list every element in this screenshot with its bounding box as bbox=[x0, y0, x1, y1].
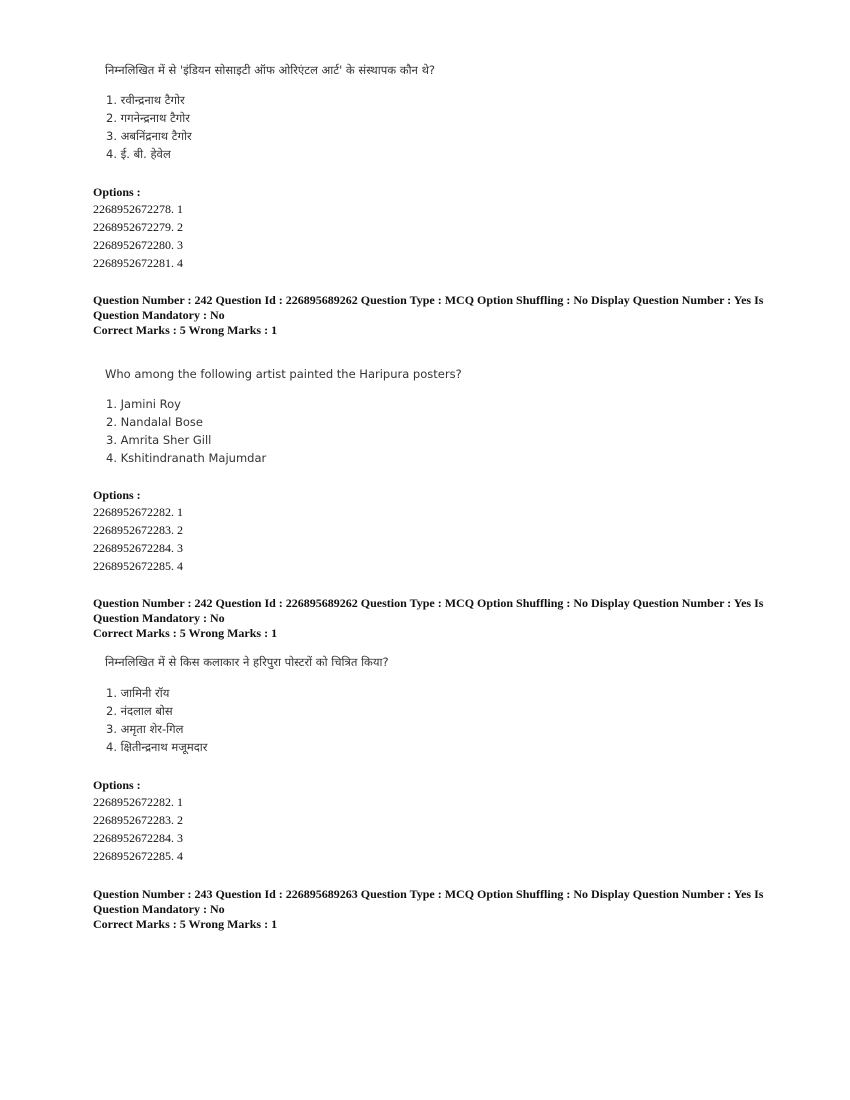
choice-item: 3. Amrita Sher Gill bbox=[106, 433, 212, 447]
option-id: 2268952672283. 2 bbox=[93, 523, 183, 537]
choice-item: 4. ई. बी. हेवेल bbox=[106, 147, 171, 161]
choice-item: 3. अबनिंद्रनाथ टैगोर bbox=[106, 129, 192, 143]
choice-item: 2. गगनेन्द्रनाथ टैगोर bbox=[106, 111, 190, 125]
option-id-list bbox=[93, 503, 183, 575]
choice-item: 1. जामिनी रॉय bbox=[106, 686, 170, 700]
option-id: 2268952672285. 4 bbox=[93, 849, 183, 863]
meta-line: Question Number : 242 Question Id : 226895689262 Question Type : MCQ Option Shuffling : No Display Question Number : Yes Is bbox=[93, 293, 764, 307]
option-id: 2268952672281. 4 bbox=[93, 256, 183, 270]
choice-item: 4. Kshitindranath Majumdar bbox=[106, 451, 267, 465]
options-label: Options : bbox=[93, 778, 141, 792]
option-id: 2268952672282. 1 bbox=[93, 795, 183, 809]
question-meta bbox=[93, 887, 763, 932]
meta-line: Question Mandatory : No bbox=[93, 611, 225, 625]
meta-line: Correct Marks : 5 Wrong Marks : 1 bbox=[93, 626, 278, 640]
option-id: 2268952672283. 2 bbox=[93, 813, 183, 827]
option-id: 2268952672278. 1 bbox=[93, 202, 183, 216]
choice-list bbox=[106, 395, 266, 467]
question-meta bbox=[93, 596, 763, 641]
options-label: Options : bbox=[93, 185, 141, 199]
question-meta bbox=[93, 293, 763, 338]
option-id: 2268952672279. 2 bbox=[93, 220, 183, 234]
option-id: 2268952672280. 3 bbox=[93, 238, 183, 252]
option-id: 2268952672285. 4 bbox=[93, 559, 183, 573]
meta-line: Question Number : 243 Question Id : 226895689263 Question Type : MCQ Option Shuffling : No Display Question Number : Yes Is bbox=[93, 887, 764, 901]
option-id-list bbox=[93, 793, 183, 865]
options-label: Options : bbox=[93, 488, 141, 502]
meta-line: Question Number : 242 Question Id : 226895689262 Question Type : MCQ Option Shuffling : No Display Question Number : Yes Is bbox=[93, 596, 764, 610]
question-text: Who among the following artist painted the Haripura posters? bbox=[105, 367, 462, 381]
question-text: निम्नलिखित में से 'इंडियन सोसाइटी ऑफ ओरिएंटल आर्ट' के संस्थापक कौन थे? bbox=[105, 63, 436, 77]
choice-list bbox=[106, 684, 208, 756]
option-id-list bbox=[93, 200, 183, 272]
option-id: 2268952672282. 1 bbox=[93, 505, 183, 519]
question-text: निम्नलिखित में से किस कलाकार ने हरिपुरा पोस्टरों को चित्रित किया? bbox=[105, 655, 389, 669]
meta-line: Question Mandatory : No bbox=[93, 308, 225, 322]
choice-list bbox=[106, 91, 192, 163]
meta-line: Correct Marks : 5 Wrong Marks : 1 bbox=[93, 323, 278, 337]
choice-item: 4. क्षितीन्द्रनाथ मजूमदार bbox=[106, 740, 208, 754]
option-id: 2268952672284. 3 bbox=[93, 831, 183, 845]
choice-item: 2. Nandalal Bose bbox=[106, 415, 203, 429]
option-id: 2268952672284. 3 bbox=[93, 541, 183, 555]
choice-item: 1. Jamini Roy bbox=[106, 397, 181, 411]
choice-item: 3. अमृता शेर-गिल bbox=[106, 722, 184, 736]
meta-line: Correct Marks : 5 Wrong Marks : 1 bbox=[93, 917, 278, 931]
choice-item: 2. नंदलाल बोस bbox=[106, 704, 173, 718]
choice-item: 1. रवीन्द्रनाथ टैगोर bbox=[106, 93, 185, 107]
meta-line: Question Mandatory : No bbox=[93, 902, 225, 916]
